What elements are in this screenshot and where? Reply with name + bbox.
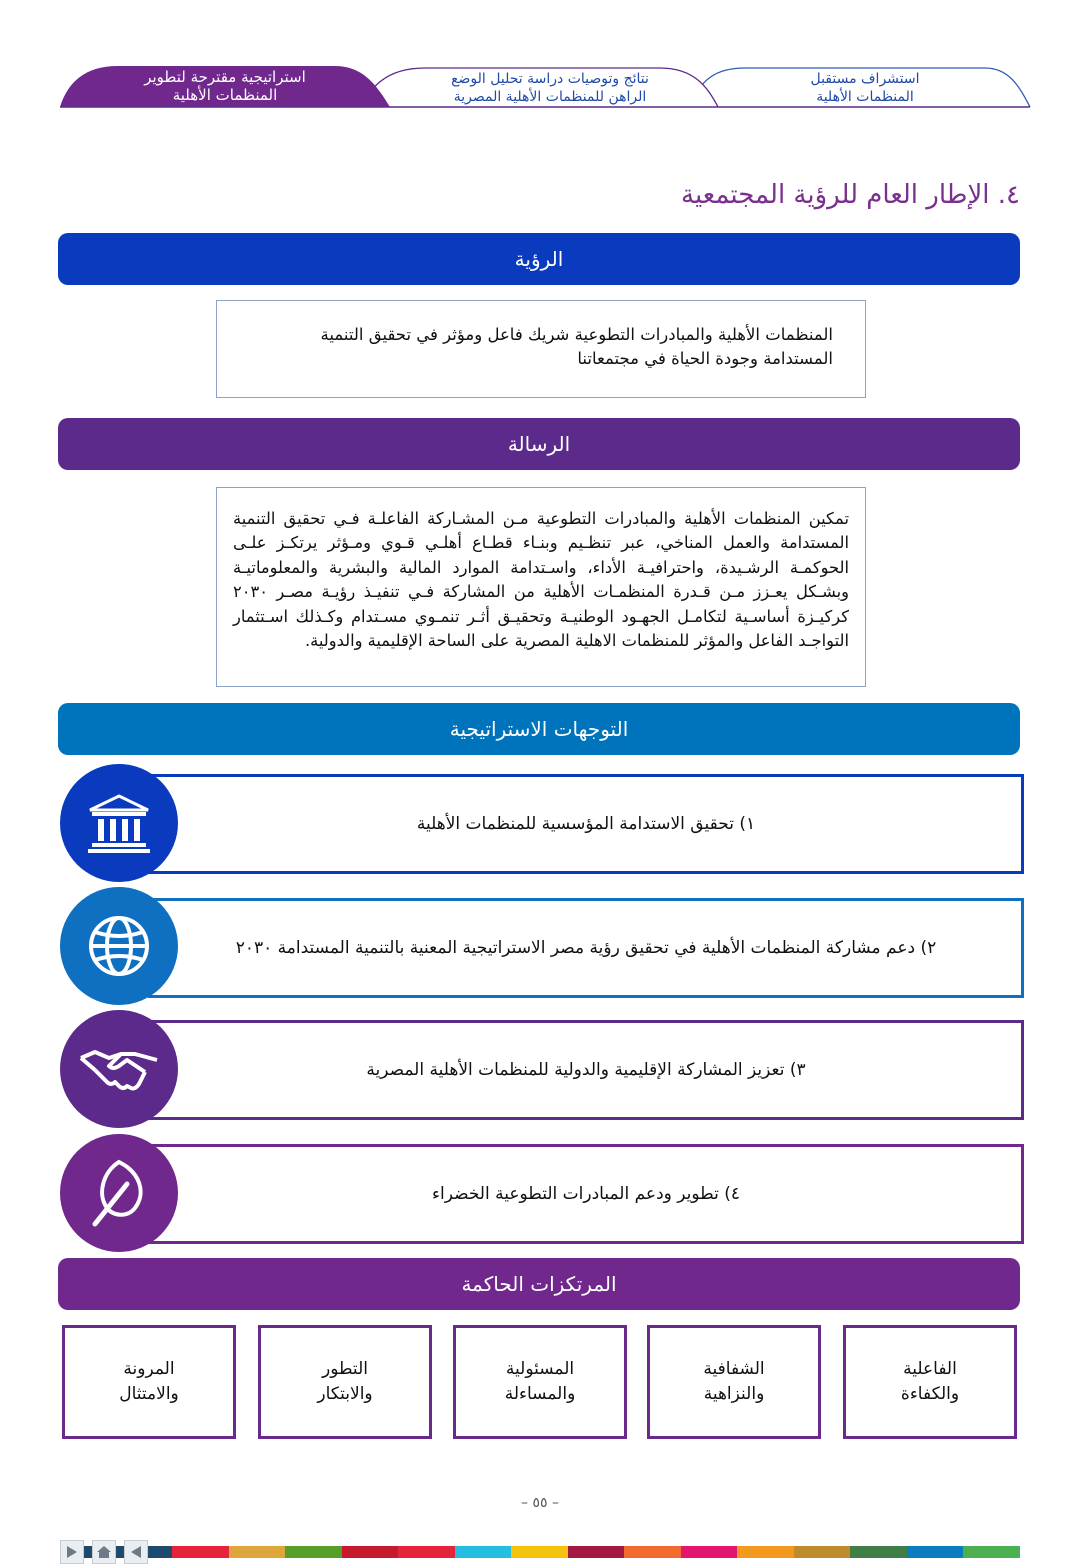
pillar-2-line1: الشفافية xyxy=(703,1359,765,1379)
color-segment xyxy=(624,1546,681,1558)
direction-item-4 xyxy=(148,1144,1024,1244)
color-segment xyxy=(229,1546,286,1558)
mission-text: تمكين المنظمات الأهلية والمبادرات التطوعية مـن المشـاركة الفاعلـة فـي تحقيق التنمية المستدامة والعمل المناخي، عبر تنظـيم وبنـاء قطـاع أهلـي قـوي ومـؤثر يرتكـز علـى الحوكمـة الرشـيدة، واحترافيـة الأداء، واسـتدامة الموارد المالية والبشرية والمعلوماتيـة وبشـكل يعـزز مـن قـدرة المنظمـات الأهلية من المشاركة فـي تنفيـذ رؤيـة مصـر ٢٠٣٠ كركيـزة أساسـية لتكامـل الجهـود الوطنيـة وتحقيـق أثـر تنمـوي مسـتدام وكـذلك اسـتثمار التواجـد الفاعل والمؤثر للمنظمات الاهلية المصرية على الساحة الإقليمية والدولية. xyxy=(233,509,849,651)
color-segment xyxy=(737,1546,794,1558)
tab-strategy[interactable] xyxy=(95,68,355,104)
pillar-accountability xyxy=(453,1325,627,1439)
direction-2-text: ٢) دعم مشاركة المنظمات الأهلية في تحقيق رؤية مصر الاستراتيجية المعنية بالتنمية المستدامة ٢٠٣٠ xyxy=(235,938,937,958)
pillar-effectiveness xyxy=(843,1325,1017,1439)
pillar-transparency xyxy=(647,1325,821,1439)
section-title: ٤. الإطار العام للرؤية المجتمعية xyxy=(681,180,1020,210)
leaf-icon xyxy=(60,1134,178,1252)
pillar-4-line1: التطور xyxy=(322,1359,368,1379)
color-segment xyxy=(963,1546,1020,1558)
color-segment xyxy=(511,1546,568,1558)
pillar-flexibility xyxy=(62,1325,236,1439)
color-segment xyxy=(398,1546,455,1558)
mission-heading: الرسالة xyxy=(58,418,1020,470)
vision-text: المنظمات الأهلية والمبادرات التطوعية شريك فاعل ومؤثر في تحقيق التنمية المستدامة وجودة الحياة في مجتمعاتنا xyxy=(320,325,833,368)
globe-icon xyxy=(60,887,178,1005)
direction-1-text: ١) تحقيق الاستدامة المؤسسية للمنظمات الأهلية xyxy=(416,814,756,834)
direction-3-text: ٣) تعزيز المشاركة الإقليمية والدولية للمنظمات الأهلية المصرية xyxy=(366,1060,806,1080)
color-segment xyxy=(455,1546,512,1558)
footer-color-bar xyxy=(172,1546,1020,1558)
tab-future[interactable] xyxy=(760,70,970,106)
tab-strategy-line2: المنظمات الأهلية xyxy=(172,86,278,104)
pillar-3-line2: والمساءلة xyxy=(504,1384,576,1404)
directions-heading: التوجهات الاستراتيجية xyxy=(58,703,1020,755)
color-segment xyxy=(342,1546,399,1558)
pillar-5-line2: والامتثال xyxy=(119,1384,179,1404)
color-segment xyxy=(850,1546,907,1558)
pillar-4-line2: والابتكار xyxy=(317,1384,373,1404)
pillar-3-line1: المسئولية xyxy=(505,1359,575,1379)
direction-item-1 xyxy=(148,774,1024,874)
vision-heading: الرؤية xyxy=(58,233,1020,285)
tab-future-line2: المنظمات الأهلية xyxy=(816,89,914,105)
pillar-2-line2: والنزاهية xyxy=(703,1384,765,1404)
vision-box xyxy=(216,300,866,398)
direction-item-3 xyxy=(148,1020,1024,1120)
color-segment xyxy=(172,1546,229,1558)
nav-color-swatch xyxy=(148,1546,172,1558)
color-segment xyxy=(794,1546,851,1558)
pillars-heading: المرتكزات الحاكمة xyxy=(58,1258,1020,1310)
home-icon[interactable] xyxy=(92,1540,116,1564)
tab-results-line1: نتائج وتوصيات دراسة تحليل الوضع xyxy=(451,71,649,87)
pillar-1-line2: والكفاءة xyxy=(900,1384,960,1404)
nav-color-swatch-2 xyxy=(116,1546,124,1558)
color-segment xyxy=(681,1546,738,1558)
previous-arrow-icon[interactable] xyxy=(124,1540,148,1564)
tab-future-line1: استشراف مستقبل xyxy=(810,71,920,87)
nav-color-swatch-3 xyxy=(84,1546,92,1558)
next-arrow-icon[interactable] xyxy=(60,1540,84,1564)
direction-4-text: ٤) تطوير ودعم المبادرات التطوعية الخضراء xyxy=(431,1184,741,1204)
direction-item-2 xyxy=(148,898,1024,998)
tab-strategy-line1: استراتيجية مقترحة لتطوير xyxy=(144,68,306,86)
pillar-5-line1: المرونة xyxy=(123,1359,175,1379)
page-number: – ٥٥ – xyxy=(521,1495,559,1511)
pillar-1-line1: الفاعلية xyxy=(903,1359,957,1379)
tab-results-line2: الراهن للمنظمات الأهلية المصرية xyxy=(453,89,647,105)
institution-icon xyxy=(60,764,178,882)
color-segment xyxy=(568,1546,625,1558)
pillar-innovation xyxy=(258,1325,432,1439)
tab-results[interactable] xyxy=(400,70,700,106)
mission-box xyxy=(216,487,866,687)
color-segment xyxy=(285,1546,342,1558)
color-segment xyxy=(907,1546,964,1558)
handshake-icon xyxy=(60,1010,178,1128)
